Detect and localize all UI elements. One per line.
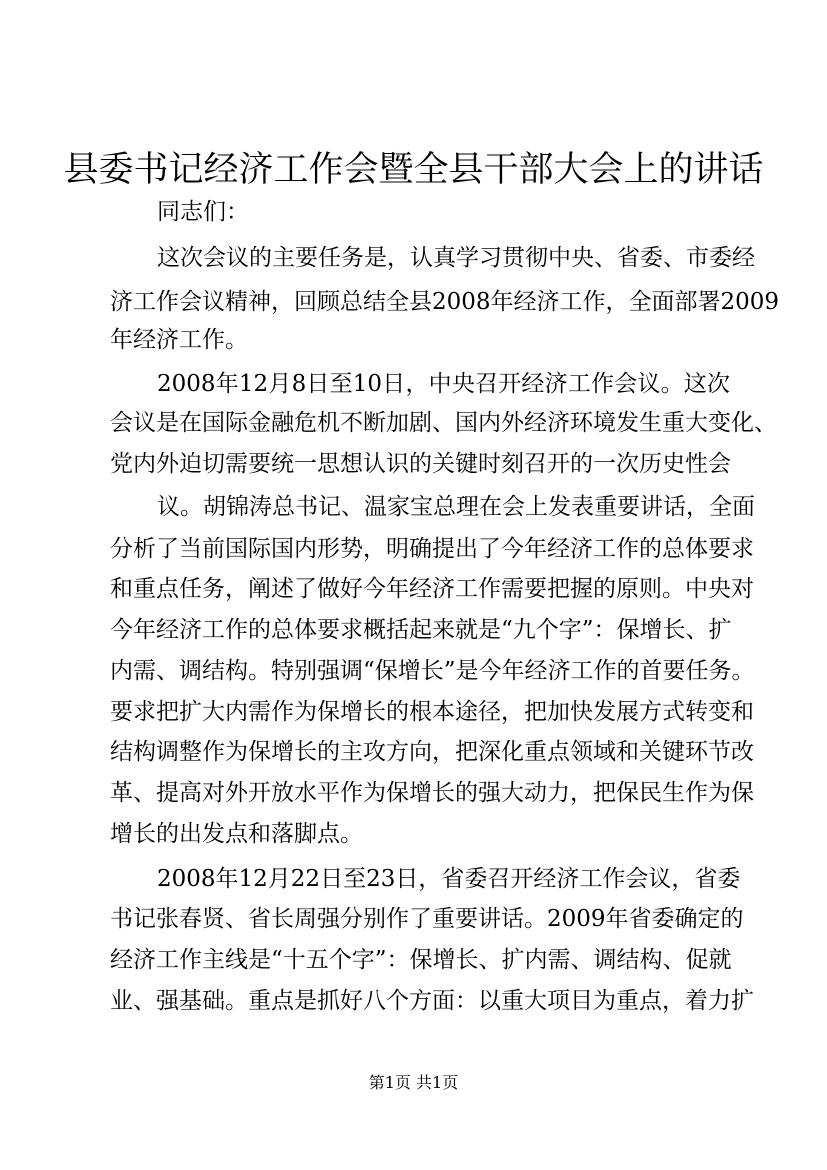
text-line: 增长的出发点和落脚点。 [110, 821, 363, 847]
text-line: 年经济工作。 [110, 327, 248, 353]
text-line: 革、提高对外开放水平作为保增长的强大动力，把保民生作为保 [110, 780, 754, 806]
page-footer: 第1页 共1页 [368, 1073, 459, 1092]
text-line: 分析了当前国际国内形势，明确提出了今年经济工作的总体要求 [110, 536, 754, 562]
document-title: 县委书记经济工作会暨全县干部大会上的讲话 [63, 150, 764, 190]
text-line: 和重点任务，阐述了做好今年经济工作需要把握的原则。中央对 [110, 576, 754, 602]
text-line: 经济工作主线是“十五个字”：保增长、扩内需、调结构、促就 [110, 947, 732, 973]
text-line: 内需、调结构。特别强调“保增长”是今年经济工作的首要任务。 [110, 658, 755, 684]
text-line: 结构调整作为保增长的主攻方向，把深化重点领域和关键环节改 [110, 739, 754, 765]
text-line: 要求把扩大内需作为保增长的根本途径，把加快发展方式转变和 [110, 699, 754, 725]
text-line: 同志们： [157, 199, 249, 225]
text-line: 2008年12月8日至10日，中央召开经济工作会议。这次 [157, 371, 730, 397]
text-line: 书记张春贤、省长周强分别作了重要讲话。2009年省委确定的 [110, 906, 744, 932]
text-line: 党内外迫切需要统一思想认识的关键时刻召开的一次历史性会 [110, 451, 731, 477]
text-line: 这次会议的主要任务是，认真学习贯彻中央、省委、市委经 [157, 245, 755, 271]
text-line: 2008年12月22日至23日，省委召开经济工作会议，省委 [157, 866, 741, 892]
text-line: 济工作会议精神，回顾总结全县2008年经济工作，全面部署2009 [110, 289, 780, 315]
text-line: 今年经济工作的总体要求概括起来就是“九个字”：保增长、扩 [110, 617, 732, 643]
text-line: 会议是在国际金融危机不断加剧、国内外经济环境发生重大变化、 [110, 410, 777, 436]
text-line: 议。胡锦涛总书记、温家宝总理在会上发表重要讲话，全面 [157, 494, 755, 520]
text-line: 业、强基础。重点是抓好八个方面：以重大项目为重点，着力扩 [110, 988, 754, 1014]
